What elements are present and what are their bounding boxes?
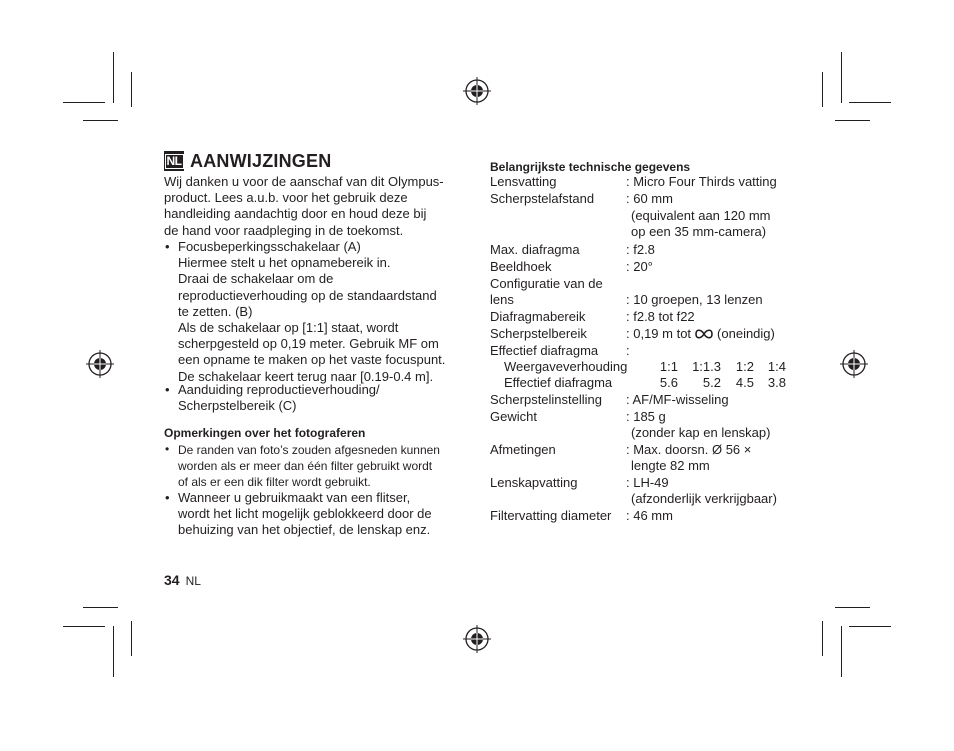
spec-label: Scherpstelbereik xyxy=(490,326,587,341)
crop-mark xyxy=(113,626,114,677)
spec-value: : 60 mm xyxy=(626,191,673,206)
crop-mark xyxy=(849,626,891,627)
spec-label: Max. diafragma xyxy=(490,242,580,257)
bullet-marker: • xyxy=(165,239,170,254)
spec-label: Lenskapvatting xyxy=(490,475,578,490)
bullet-line: Focusbeperkingsschakelaar (A) xyxy=(178,239,361,254)
spec-label: Afmetingen xyxy=(490,442,556,457)
bullet-line: scherpgesteld op 0,19 meter. Gebruik MF om xyxy=(178,336,439,352)
spec-label: Diafragmabereik xyxy=(490,309,586,324)
section-header xyxy=(164,150,331,172)
bullet-item-reproduction xyxy=(178,382,380,414)
bullet-line: Scherpstelbereik (C) xyxy=(178,398,297,414)
ratio-value: 1:2 xyxy=(735,359,754,374)
intro-line: de hand voor raadpleging in de toekomst. xyxy=(164,222,404,238)
bullet-marker: • xyxy=(165,442,170,456)
bullet-line: Als de schakelaar op [1:1] staat, wordt xyxy=(178,320,399,336)
note-line: worden als er meer dan één filter gebruikt wordt xyxy=(178,459,433,473)
ratio-row-label: Effectief diafragma xyxy=(504,375,613,390)
registration-mark-icon xyxy=(86,350,114,378)
spec-value: : Micro Four Thirds vatting xyxy=(626,174,777,189)
spec-value-extra: op een 35 mm-camera) xyxy=(631,224,767,239)
spec-label: Beeldhoek xyxy=(490,259,552,274)
spec-value: : Max. doorsn. Ø 56 × xyxy=(626,442,752,457)
spec-value: : f2.8 xyxy=(626,242,655,257)
ratio-row-label: Weergaveverhouding xyxy=(504,359,628,374)
ratio-value: 1:1 xyxy=(659,359,678,374)
spec-label: Scherpstelafstand xyxy=(490,191,595,206)
spec-value-suffix: (oneindig) xyxy=(717,326,775,341)
bullet-item-focus-limit xyxy=(178,239,445,385)
note-item xyxy=(178,490,432,539)
spec-value: : f2.8 tot f22 xyxy=(626,309,695,324)
note-line: wordt het licht mogelijk geblokkeerd door de xyxy=(178,506,432,522)
spec-value: : 46 mm xyxy=(626,508,673,523)
crop-mark xyxy=(835,607,870,608)
page-title: AANWIJZINGEN xyxy=(190,150,332,171)
spec-label: Scherpstelinstelling xyxy=(490,392,603,407)
crop-mark xyxy=(131,621,132,656)
ratio-value: 5.6 xyxy=(659,375,678,390)
spec-value-extra: lengte 82 mm xyxy=(631,458,710,473)
bullet-marker: • xyxy=(165,382,170,397)
spec-label: lens xyxy=(490,292,514,307)
crop-mark xyxy=(822,621,823,656)
note-item xyxy=(178,442,440,490)
crop-mark xyxy=(63,102,105,103)
intro-paragraph xyxy=(164,174,444,239)
bullet-marker: • xyxy=(165,490,170,505)
spec-label: Configuratie van de xyxy=(490,276,603,291)
spec-value-extra: (zonder kap en lenskap) xyxy=(631,425,771,440)
spec-value: : xyxy=(626,343,630,358)
bullet-line: Draai de schakelaar om de xyxy=(178,271,334,287)
note-line: Wanneer u gebruikmaakt van een flitser, xyxy=(178,490,411,505)
spec-label: Effectief diafragma xyxy=(490,343,599,358)
bullet-line: te zetten. (B) xyxy=(178,303,253,319)
intro-line: product. Lees a.u.b. voor het gebruik deze xyxy=(164,190,408,206)
language-badge-label: NL xyxy=(166,153,182,168)
crop-mark xyxy=(849,102,891,103)
crop-mark xyxy=(841,52,842,103)
spec-value: : 20° xyxy=(626,259,653,274)
bullet-line: reproductieverhouding op de standaardstand xyxy=(178,287,437,303)
page-language: NL xyxy=(185,574,201,588)
note-line: of als er een dik filter wordt gebruikt. xyxy=(178,475,371,489)
ratio-value: 1:1.3 xyxy=(692,359,721,374)
bullet-line: Hiermee stelt u het opnamebereik in. xyxy=(178,255,391,271)
intro-line: handleiding aandachtig door en houd deze bij xyxy=(164,206,427,222)
ratio-value: 5.2 xyxy=(702,375,721,390)
spec-value: : LH-49 xyxy=(626,475,669,490)
crop-mark xyxy=(83,607,118,608)
bullet-line: Aanduiding reproductieverhouding/ xyxy=(178,382,380,397)
crop-mark xyxy=(822,72,823,107)
page-footer xyxy=(164,572,201,588)
ratio-value: 1:4 xyxy=(767,359,786,374)
specs-heading: Belangrijkste technische gegevens xyxy=(490,160,691,174)
spec-label: Lensvatting xyxy=(490,174,557,189)
ratio-value: 4.5 xyxy=(735,375,754,390)
spec-value: : AF/MF-wisseling xyxy=(626,392,729,407)
crop-mark xyxy=(63,626,105,627)
bullet-line: een opname te maken op het vaste focuspunt. xyxy=(178,352,446,368)
note-line: De randen van foto’s zouden afgesneden kunnen xyxy=(178,443,440,457)
spec-label: Gewicht xyxy=(490,409,537,424)
crop-mark xyxy=(83,120,118,121)
spec-value-extra: (equivalent aan 120 mm xyxy=(631,208,771,223)
note-line: behuizing van het objectief, de lenskap enz. xyxy=(178,522,431,538)
language-badge xyxy=(164,151,184,171)
spec-value-prefix: : 0,19 m tot xyxy=(626,326,692,341)
crop-mark xyxy=(113,52,114,103)
spec-value-focus-range xyxy=(626,326,775,342)
crop-mark xyxy=(841,626,842,677)
infinity-icon xyxy=(694,328,714,340)
spec-label: Filtervatting diameter xyxy=(490,508,612,523)
spec-value: : 10 groepen, 13 lenzen xyxy=(626,292,763,307)
registration-mark-icon xyxy=(840,350,868,378)
page-number: 34 xyxy=(164,572,180,588)
registration-mark-icon xyxy=(463,77,491,105)
intro-line: Wij danken u voor de aanschaf van dit Olympus- xyxy=(164,174,444,189)
notes-heading: Opmerkingen over het fotograferen xyxy=(164,426,366,440)
spec-value: : 185 g xyxy=(626,409,666,424)
registration-mark-icon xyxy=(463,625,491,653)
spec-value-extra: (afzonderlijk verkrijgbaar) xyxy=(631,491,777,506)
ratio-value: 3.8 xyxy=(767,375,786,390)
crop-mark xyxy=(131,72,132,107)
bullet-line: De schakelaar keert terug naar [0.19-0.4 m]. xyxy=(178,368,434,384)
crop-mark xyxy=(835,120,870,121)
